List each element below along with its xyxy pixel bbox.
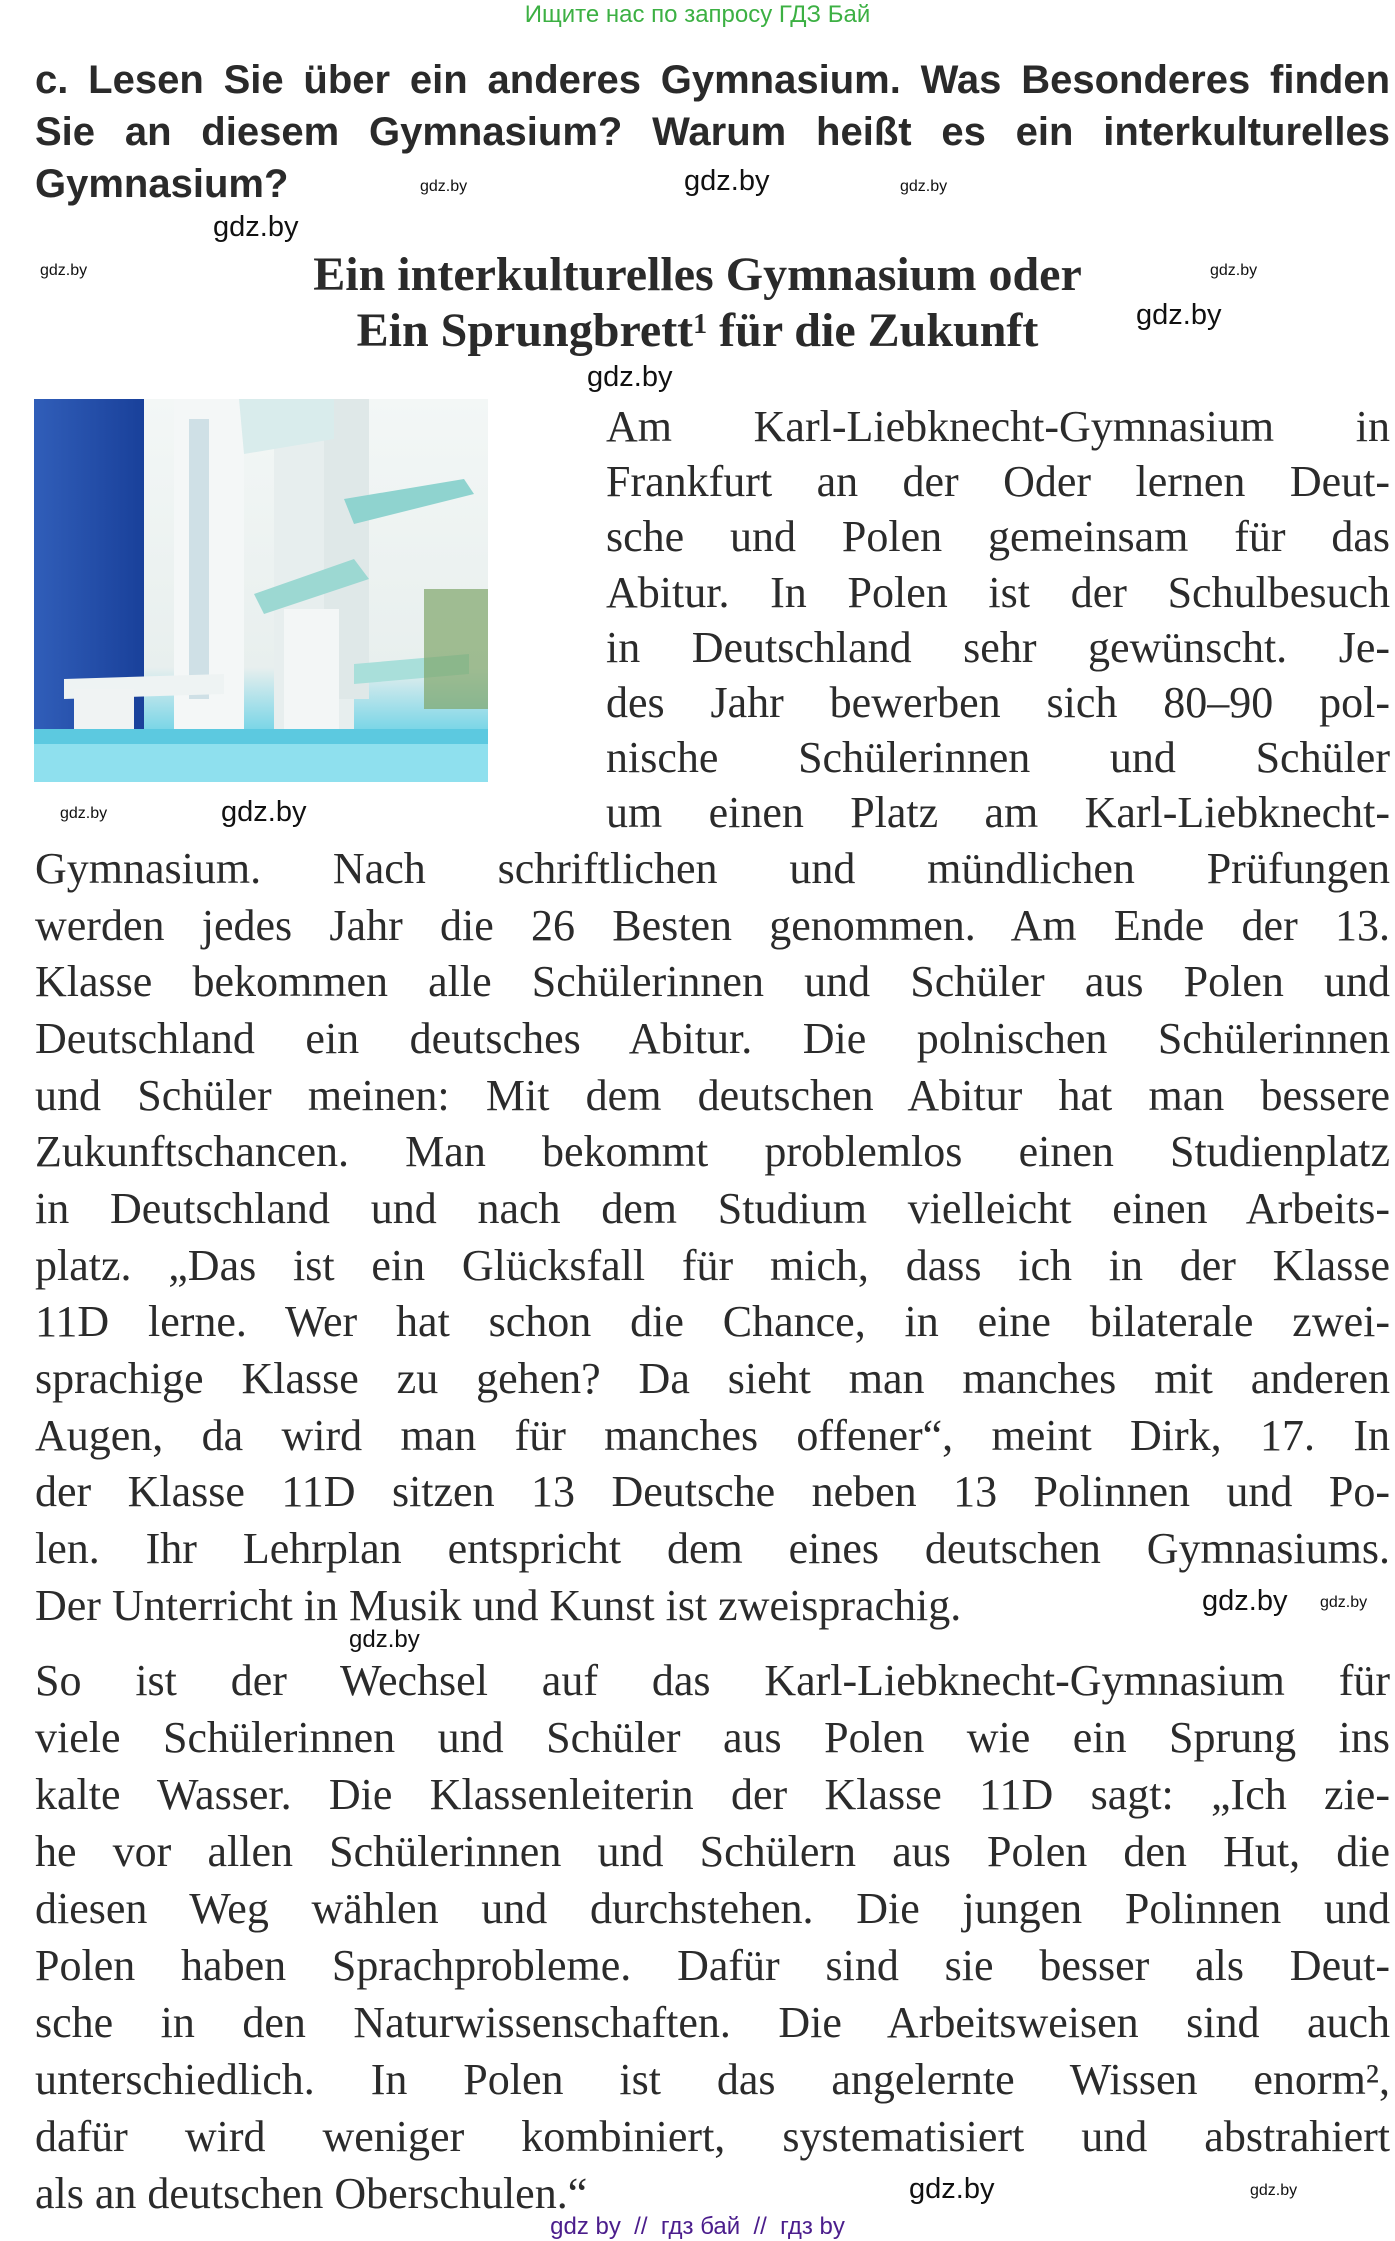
task-line: Gymnasium? bbox=[35, 162, 289, 206]
text-line: dafür wird weniger kombiniert, systematisiert und abstrahiert bbox=[35, 2112, 1390, 2161]
watermark: gdz.by bbox=[1320, 1594, 1368, 1611]
text-line: kalte Wasser. Die Klassenleiterin der Klasse 11D sagt: „Ich zie- bbox=[35, 1770, 1390, 1819]
text-line: des Jahr bewerben sich 80–90 pol- bbox=[606, 678, 1390, 727]
text-line: in Deutschland und nach dem Studium vielleicht einen Arbeits- bbox=[35, 1184, 1390, 1233]
text-line: he vor allen Schülerinnen und Schülern aus Polen den Hut, die bbox=[35, 1827, 1390, 1876]
text-line: len. Ihr Lehrplan entspricht dem eines deutschen Gymnasiums. bbox=[35, 1524, 1390, 1573]
footer-links[interactable]: gdz by // гдз бай // гдз by bbox=[550, 2213, 845, 2240]
text-line: 11D lerne. Wer hat schon die Chance, in eine bilaterale zwei- bbox=[35, 1297, 1390, 1346]
text-line: Am Karl-Liebknecht-Gymnasium in bbox=[606, 402, 1390, 451]
text-line: nische Schülerinnen und Schüler bbox=[606, 733, 1390, 782]
text-line: Abitur. In Polen ist der Schulbesuch bbox=[606, 568, 1390, 617]
diving-tower-illustration bbox=[34, 399, 488, 782]
text-line: Gymnasium. Nach schriftlichen und mündlichen Prüfungen bbox=[35, 844, 1390, 893]
footnote-mark: 1 bbox=[693, 309, 708, 340]
text-line: Polen haben Sprachprobleme. Dafür sind sie besser als Deut- bbox=[35, 1941, 1390, 1990]
title-line-2 bbox=[357, 305, 1039, 357]
search-banner[interactable]: Ищите нас по запросу ГДЗ Бай bbox=[524, 1, 871, 28]
text-line: unterschiedlich. In Polen ist das angelernte Wissen enorm², bbox=[35, 2055, 1390, 2104]
watermark: gdz.by bbox=[60, 805, 108, 822]
watermark: gdz.by bbox=[213, 211, 299, 243]
text-line: Der Unterricht in Musik und Kunst ist zweisprachig. bbox=[35, 1581, 962, 1630]
text-line: um einen Platz am Karl-Liebknecht- bbox=[606, 788, 1390, 837]
text-line: werden jedes Jahr die 26 Besten genommen. Am Ende der 13. bbox=[35, 901, 1390, 950]
text-line: So ist der Wechsel auf das Karl-Liebknecht-Gymnasium für bbox=[35, 1656, 1390, 1705]
watermark: gdz.by bbox=[900, 178, 948, 195]
title-line-1: Ein interkulturelles Gymnasium oder bbox=[313, 248, 1082, 301]
watermark: gdz.by bbox=[587, 361, 673, 393]
text-line: viele Schülerinnen und Schüler aus Polen wie ein Sprung ins bbox=[35, 1713, 1390, 1762]
watermark: gdz.by bbox=[349, 1626, 420, 1653]
diving-tower-photo bbox=[34, 399, 488, 782]
text-line: in Deutschland sehr gewünscht. Je- bbox=[606, 623, 1390, 672]
text-line: platz. „Das ist ein Glücksfall für mich, dass ich in der Klasse bbox=[35, 1241, 1390, 1290]
text-line: sche in den Naturwissenschaften. Die Arbeitsweisen sind auch bbox=[35, 1998, 1390, 2047]
text-line: und Schüler meinen: Mit dem deutschen Abitur hat man bessere bbox=[35, 1071, 1390, 1120]
text-line: der Klasse 11D sitzen 13 Deutsche neben 13 Polinnen und Po- bbox=[35, 1467, 1390, 1516]
watermark: gdz.by bbox=[221, 796, 307, 828]
text-line: Deutschland ein deutsches Abitur. Die polnischen Schülerinnen bbox=[35, 1014, 1390, 1063]
watermark: gdz.by bbox=[40, 262, 88, 279]
text-line: als an deutschen Oberschulen.“ bbox=[35, 2169, 588, 2218]
text-line: sprachige Klasse zu gehen? Da sieht man manches mit anderen bbox=[35, 1354, 1390, 1403]
watermark: gdz.by bbox=[1202, 1585, 1288, 1617]
text-line: Klasse bekommen alle Schülerinnen und Schüler aus Polen und bbox=[35, 957, 1390, 1006]
text-line: sche und Polen gemeinsam für das bbox=[606, 512, 1390, 561]
text-line: Frankfurt an der Oder lernen Deut- bbox=[606, 457, 1390, 506]
text-line: Zukunftschancen. Man bekommt problemlos einen Studienplatz bbox=[35, 1127, 1390, 1176]
watermark: gdz.by bbox=[1250, 2182, 1298, 2199]
title-text: Ein Sprungbrett bbox=[356, 304, 694, 357]
watermark: gdz.by bbox=[909, 2173, 995, 2205]
watermark: gdz.by bbox=[1210, 262, 1258, 279]
text-line: diesen Weg wählen und durchstehen. Die jungen Polinnen und bbox=[35, 1884, 1390, 1933]
title-text: für die Zukunft bbox=[707, 304, 1039, 357]
watermark: gdz.by bbox=[684, 165, 770, 197]
task-line: c. Lesen Sie über ein anderes Gymnasium. Was Besonderes finden bbox=[35, 58, 1390, 102]
text-line: Augen, da wird man für manches offener“, meint Dirk, 17. In bbox=[35, 1411, 1390, 1460]
task-line: Sie an diesem Gymnasium? Warum heißt es ein interkulturelles bbox=[35, 110, 1390, 154]
watermark: gdz.by bbox=[420, 178, 468, 195]
watermark: gdz.by bbox=[1136, 299, 1222, 331]
